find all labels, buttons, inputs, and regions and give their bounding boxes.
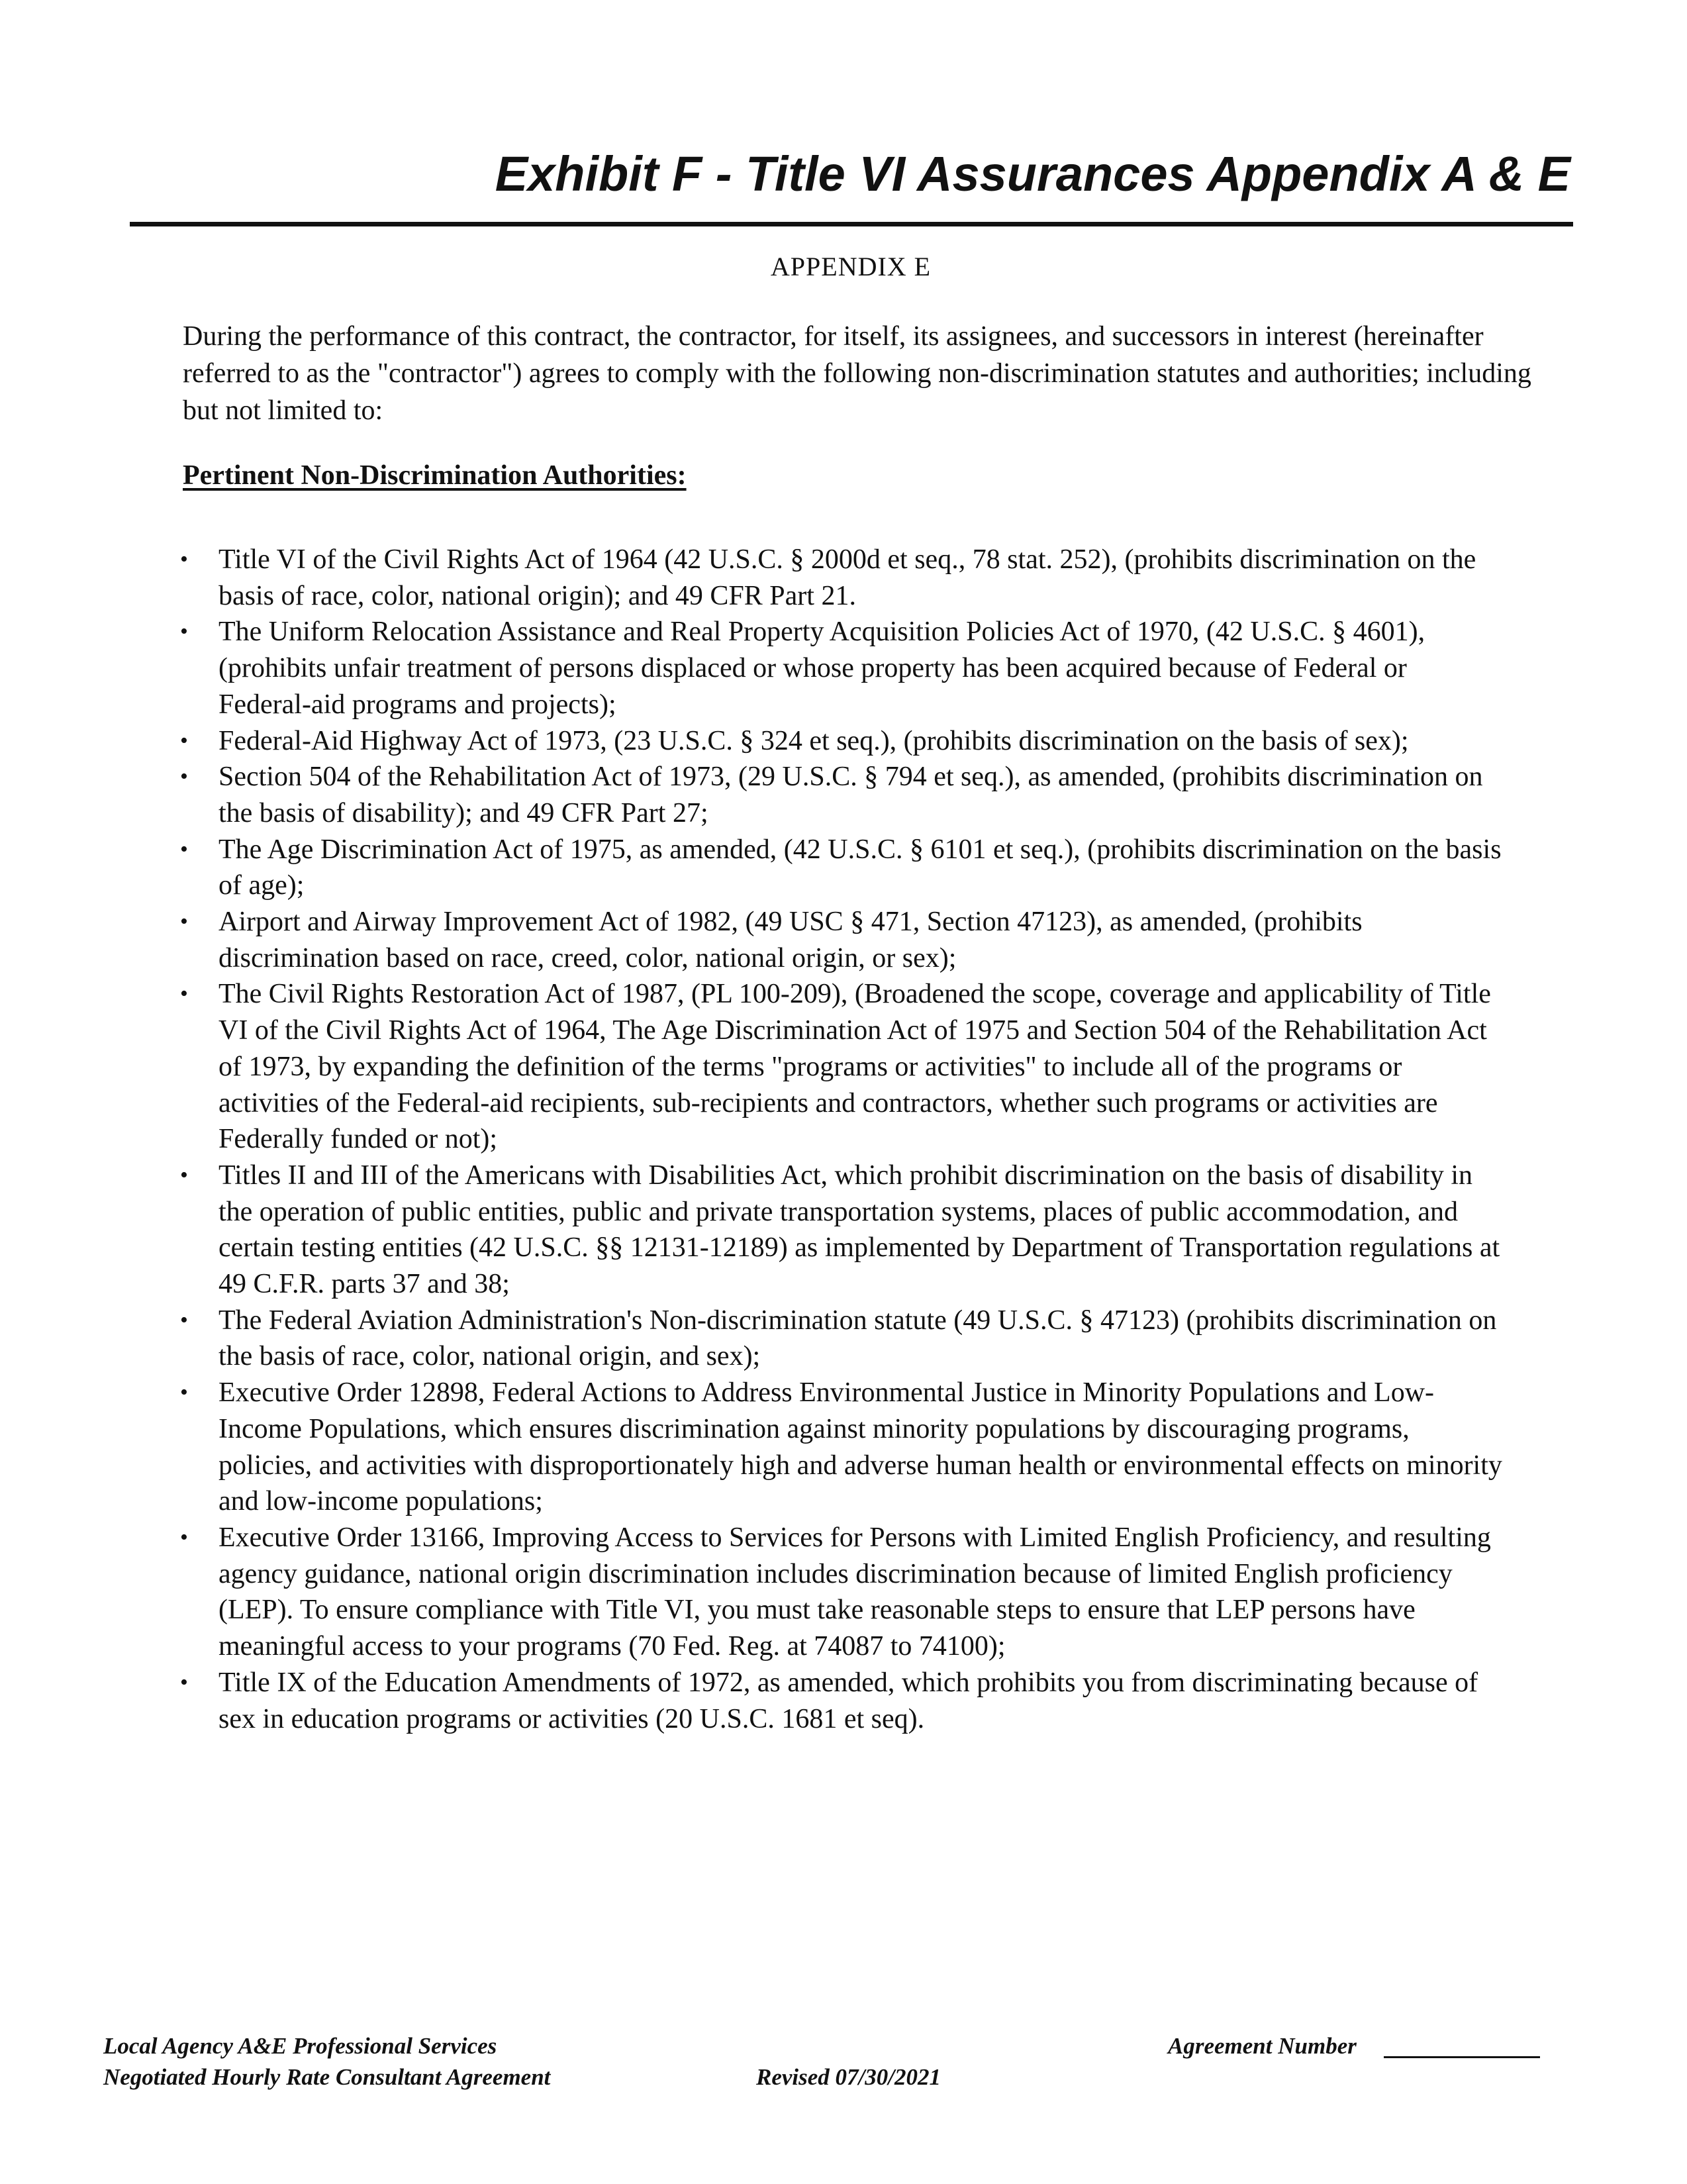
footer-agreement-number-label: Agreement Number [1168, 2033, 1357, 2059]
list-item-text: The Age Discrimination Act of 1975, as amended, (42 U.S.C. § 6101 et seq.), (prohibits discrimination on the basis of age); [218, 834, 1502, 901]
list-item [175, 976, 1506, 1158]
list-item [175, 1158, 1506, 1303]
list-item [175, 1520, 1506, 1665]
bullet-icon: • [180, 909, 188, 934]
list-item [175, 1665, 1506, 1737]
bullet-icon: • [180, 1162, 188, 1187]
list-item [175, 614, 1506, 722]
bullet-icon: • [180, 728, 188, 753]
bullet-icon: • [180, 981, 188, 1007]
appendix-heading: APPENDIX E [770, 252, 932, 281]
list-item-text: The Federal Aviation Administration's Non-discrimination statute (49 U.S.C. § 47123) (prohibits discrimination on the basis of race, color, national origin, and sex); [218, 1305, 1497, 1372]
footer-agreement-type-line: Negotiated Hourly Rate Consultant Agreement [103, 2064, 551, 2090]
bullet-icon: • [180, 1524, 188, 1550]
footer-agency-line: Local Agency A&E Professional Services [103, 2033, 497, 2059]
section-heading: Pertinent Non-Discrimination Authorities: [183, 460, 687, 491]
title-underline-rule [130, 222, 1573, 226]
list-item [175, 904, 1506, 976]
agreement-number-blank-line [1384, 2056, 1540, 2058]
list-item-text: Title VI of the Civil Rights Act of 1964 (42 U.S.C. § 2000d et seq., 78 stat. 252), (prohibits discrimination on the basis of race, color, national origin); and 49 CFR Part 21. [218, 544, 1476, 611]
list-item-text: Executive Order 13166, Improving Access to Services for Persons with Limited English Proficiency, and resulting agency guidance, national origin discrimination includes discrimination because of limited English proficiency (LEP). To ensure compliance with Title VI, you must take reasonable steps to ensure that LEP persons have meaningful access to your programs (70 Fed. Reg. at 74087 to 74100); [218, 1522, 1491, 1662]
list-item [175, 832, 1506, 904]
list-item [175, 1375, 1506, 1520]
list-item [175, 723, 1506, 760]
intro-paragraph: During the performance of this contract, the contractor, for itself, its assignees, and successors in interest (hereinafter referred to as the "contractor") agrees to comply with the following non-discrimination statutes and authorities; including but not limited to: [183, 321, 1531, 426]
authorities-list [175, 542, 1506, 1737]
bullet-icon: • [180, 619, 188, 644]
bullet-icon: • [180, 764, 188, 789]
list-item-text: Title IX of the Education Amendments of 1972, as amended, which prohibits you from discriminating because of sex in education programs or activities (20 U.S.C. 1681 et seq). [218, 1667, 1478, 1734]
list-item-text: Executive Order 12898, Federal Actions to Address Environmental Justice in Minority Populations and Low-Income Populations, which ensures discrimination against minority populations by discouraging programs, policies, and activities with disproportionately high and adverse human health or environmental effects on minority and low-income populations; [218, 1377, 1502, 1517]
bullet-icon: • [180, 1669, 188, 1695]
footer-revised-date: Revised 07/30/2021 [756, 2064, 941, 2090]
exhibit-title: Exhibit F - Title VI Assurances Appendix A & E [495, 146, 1570, 201]
list-item [175, 759, 1506, 831]
bullet-icon: • [180, 836, 188, 862]
list-item-text: Federal-Aid Highway Act of 1973, (23 U.S.C. § 324 et seq.), (prohibits discrimination on the basis of sex); [218, 725, 1409, 756]
list-item [175, 542, 1506, 614]
bullet-icon: • [180, 547, 188, 571]
list-item-text: Airport and Airway Improvement Act of 1982, (49 USC § 471, Section 47123), as amended, (prohibits discrimination based on race, creed, color, national origin, or sex); [218, 907, 1363, 973]
list-item-text: The Civil Rights Restoration Act of 1987, (PL 100-209), (Broadened the scope, coverage and applicability of Title VI of the Civil Rights Act of 1964, The Age Discrimination Act of 1975 and Section 504 of the Rehabilitation Act of 1973, by expanding the definition of the terms "programs or activities" to include all of the programs or activities of the Federal-aid recipients, sub-recipients and contractors, whether such programs or activities are Federally funded or not); [218, 979, 1491, 1155]
list-item-text: Titles II and III of the Americans with Disabilities Act, which prohibit discrimination on the basis of disability in the operation of public entities, public and private transportation systems, places of public accommodation, and certain testing entities (42 U.S.C. §§ 12131-12189) as implemented by Department of Transportation regulations at 49 C.F.R. parts 37 and 38; [218, 1160, 1500, 1300]
list-item [175, 1303, 1506, 1375]
bullet-icon: • [180, 1380, 188, 1405]
list-item-text: The Uniform Relocation Assistance and Real Property Acquisition Policies Act of 1970, (42 U.S.C. § 4601), (prohibits unfair treatment of persons displaced or whose property has been acquired because of Federal or Federal-aid programs and projects); [218, 617, 1425, 720]
bullet-icon: • [180, 1307, 188, 1332]
list-item-text: Section 504 of the Rehabilitation Act of 1973, (29 U.S.C. § 794 et seq.), as amended, (prohibits discrimination on the basis of disability); and 49 CFR Part 27; [218, 762, 1483, 828]
